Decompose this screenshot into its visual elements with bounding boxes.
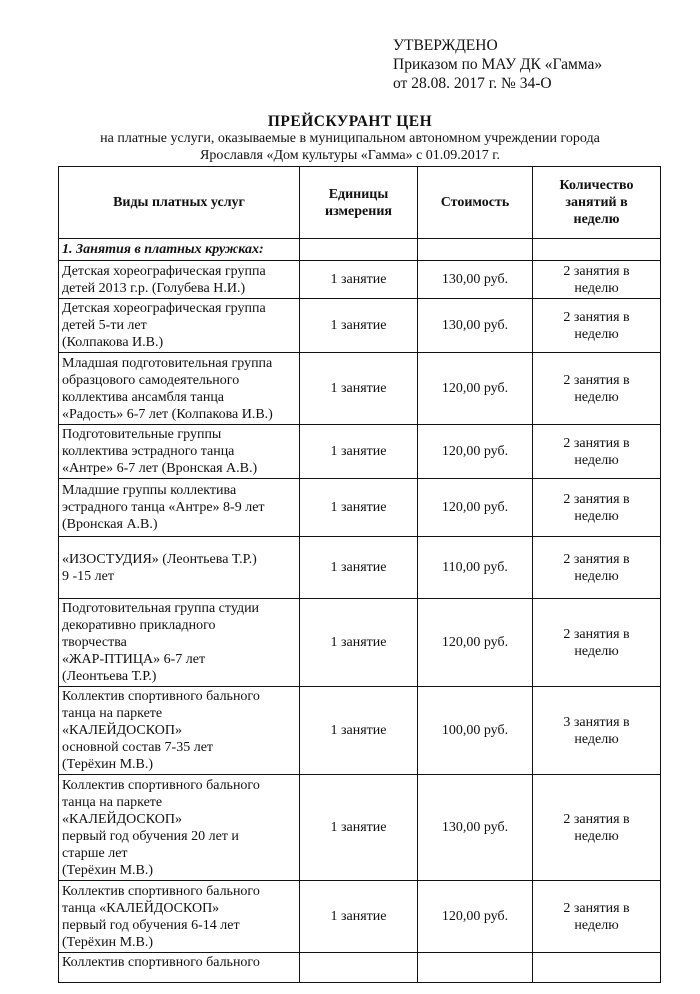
count-line: 2 занятия в — [563, 263, 630, 279]
count-line: неделю — [574, 828, 619, 844]
approval-line-3: от 28.08. 2017 г. № 34-О — [393, 75, 552, 92]
unit-cell: 1 занятие — [300, 687, 418, 775]
unit-cell: 1 занятие — [300, 537, 418, 599]
service-line: эстрадного танца «Антре» 8-9 лет — [62, 500, 265, 515]
service-line: 9 -15 лет — [62, 568, 114, 584]
cost-cell: 110,00 руб. — [418, 537, 533, 599]
count-cell — [533, 261, 661, 299]
service-line: «ИЗОСТУДИЯ» (Леонтьева Т.Р.) — [62, 551, 257, 567]
count-line: неделю — [574, 389, 619, 405]
table-row — [59, 261, 661, 299]
service-line: образцового самодеятельного — [62, 372, 240, 388]
count-line: 2 занятия в — [563, 811, 630, 827]
unit-cell: 1 занятие — [300, 599, 418, 687]
cost-cell: 130,00 руб. — [418, 775, 533, 881]
count-line: 2 занятия в — [563, 309, 630, 325]
service-line: «Радость» 6-7 лет (Колпакова И.В.) — [62, 406, 273, 422]
service-line: Детская хореографическая группа — [62, 301, 266, 316]
section-row — [59, 239, 661, 261]
count-line: 2 занятия в — [563, 435, 630, 451]
service-line: первый год обучения 6-14 лет — [62, 917, 240, 933]
service-cell — [59, 775, 300, 881]
unit-cell: 1 занятие — [300, 353, 418, 425]
service-cell — [59, 425, 300, 479]
count-line: 2 занятия в — [563, 626, 630, 642]
approval-stamp — [393, 36, 602, 93]
service-cell — [59, 299, 300, 353]
count-line: неделю — [574, 568, 619, 584]
service-line: старше лет — [62, 845, 128, 861]
count-cell — [533, 953, 661, 983]
table-row — [59, 299, 661, 353]
count-cell — [533, 775, 661, 881]
count-line: 3 занятия в — [563, 714, 630, 730]
table-row — [59, 775, 661, 881]
service-line: Коллектив спортивного бального — [62, 955, 260, 970]
service-cell — [59, 479, 300, 537]
count-cell — [533, 687, 661, 775]
section-title: 1. Занятия в платных кружках: — [59, 239, 300, 261]
service-line: (Леонтьева Т.Р.) — [62, 669, 157, 684]
service-line: (Терёхин М.В.) — [62, 757, 154, 772]
count-cell — [533, 479, 661, 537]
document-subtitle — [0, 130, 700, 164]
header-service: Виды платных услуг — [59, 167, 300, 239]
count-line: 2 занятия в — [563, 491, 630, 507]
count-line: неделю — [574, 731, 619, 747]
service-line: коллектива эстрадного танца — [62, 444, 235, 459]
service-line: основной состав 7-35 лет — [62, 740, 214, 755]
service-line: «КАЛЕЙДОСКОП» — [62, 811, 182, 827]
service-line: Коллектив спортивного бального — [62, 689, 260, 704]
cost-cell: 100,00 руб. — [418, 687, 533, 775]
cost-cell: 120,00 руб. — [418, 599, 533, 687]
service-cell — [59, 599, 300, 687]
subtitle-line-2: Ярославля «Дом культуры «Гамма» с 01.09.2017 г. — [200, 148, 500, 163]
unit-cell: 1 занятие — [300, 261, 418, 299]
service-line: Детская хореографическая группа — [62, 263, 266, 279]
table-row — [59, 425, 661, 479]
service-cell — [59, 353, 300, 425]
cost-cell: 120,00 руб. — [418, 881, 533, 953]
unit-cell — [300, 953, 418, 983]
document-title: ПРЕЙСКУРАНТ ЦЕН — [267, 113, 433, 130]
table-row — [59, 479, 661, 537]
service-line: «КАЛЕЙДОСКОП» — [62, 723, 182, 738]
service-line: декоративно прикладного — [62, 618, 216, 633]
service-line: Младшие группы коллектива — [62, 483, 237, 498]
service-line: детей 2013 г.р. (Голубева Н.И.) — [62, 280, 246, 296]
count-cell — [533, 425, 661, 479]
unit-cell: 1 занятие — [300, 479, 418, 537]
service-line: танца на паркете — [62, 794, 163, 810]
count-cell — [533, 881, 661, 953]
service-line: (Колпакова И.В.) — [62, 335, 164, 350]
count-line: неделю — [574, 452, 619, 468]
cost-cell: 130,00 руб. — [418, 261, 533, 299]
count-line: 2 занятия в — [563, 372, 630, 388]
count-line: неделю — [574, 326, 619, 342]
count-line: 2 занятия в — [563, 900, 630, 916]
service-line: (Терёхин М.В.) — [62, 934, 154, 950]
service-line: Коллектив спортивного бального — [62, 777, 260, 793]
cost-cell: 120,00 руб. — [418, 425, 533, 479]
count-cell — [533, 353, 661, 425]
header-unit: Единицы измерения — [300, 167, 418, 239]
service-line: танца на паркете — [62, 706, 163, 721]
table-row — [59, 881, 661, 953]
count-cell — [533, 299, 661, 353]
unit-cell: 1 занятие — [300, 881, 418, 953]
table-row — [59, 537, 661, 599]
cost-cell: 130,00 руб. — [418, 299, 533, 353]
service-line: Подготовительная группа студии — [62, 601, 260, 616]
service-cell — [59, 881, 300, 953]
service-line: Коллектив спортивного бального — [62, 883, 260, 899]
service-cell — [59, 687, 300, 775]
service-line: Подготовительные группы — [62, 427, 222, 442]
count-line: неделю — [574, 643, 619, 659]
count-line: неделю — [574, 508, 619, 524]
table-row — [59, 599, 661, 687]
unit-cell: 1 занятие — [300, 425, 418, 479]
service-line: танца «КАЛЕЙДОСКОП» — [62, 900, 220, 916]
service-line: первый год обучения 20 лет и — [62, 828, 239, 844]
service-line: Младшая подготовительная группа — [62, 355, 273, 371]
service-line: (Вронская А.В.) — [62, 517, 158, 532]
approval-line-1: УТВЕРЖДЕНО — [393, 37, 498, 54]
header-cost: Стоимость — [418, 167, 533, 239]
service-line: (Терёхин М.В.) — [62, 862, 154, 878]
cost-cell: 120,00 руб. — [418, 479, 533, 537]
service-line: «Антре» 6-7 лет (Вронская А.В.) — [62, 461, 258, 476]
count-line: 2 занятия в — [563, 551, 630, 567]
table-row — [59, 687, 661, 775]
cost-cell: 120,00 руб. — [418, 353, 533, 425]
table-row — [59, 953, 661, 983]
service-cell — [59, 537, 300, 599]
subtitle-line-1: на платные услуги, оказываемые в муниципальном автономном учреждении города — [100, 131, 600, 146]
count-cell — [533, 537, 661, 599]
unit-cell: 1 занятие — [300, 299, 418, 353]
service-line: «ЖАР-ПТИЦА» 6-7 лет — [62, 652, 206, 667]
approval-line-2: Приказом по МАУ ДК «Гамма» — [393, 56, 603, 73]
price-table — [58, 166, 661, 983]
service-line: детей 5-ти лет — [62, 318, 147, 333]
unit-cell: 1 занятие — [300, 775, 418, 881]
service-cell — [59, 261, 300, 299]
table-row — [59, 353, 661, 425]
service-cell — [59, 953, 300, 983]
service-line: творчества — [62, 635, 127, 650]
count-cell — [533, 599, 661, 687]
count-line: неделю — [574, 917, 619, 933]
count-line: неделю — [574, 280, 619, 296]
service-line: коллектива ансамбля танца — [62, 389, 225, 405]
header-count: Количество занятий в неделю — [533, 167, 661, 239]
cost-cell — [418, 953, 533, 983]
table-header-row — [59, 167, 661, 239]
